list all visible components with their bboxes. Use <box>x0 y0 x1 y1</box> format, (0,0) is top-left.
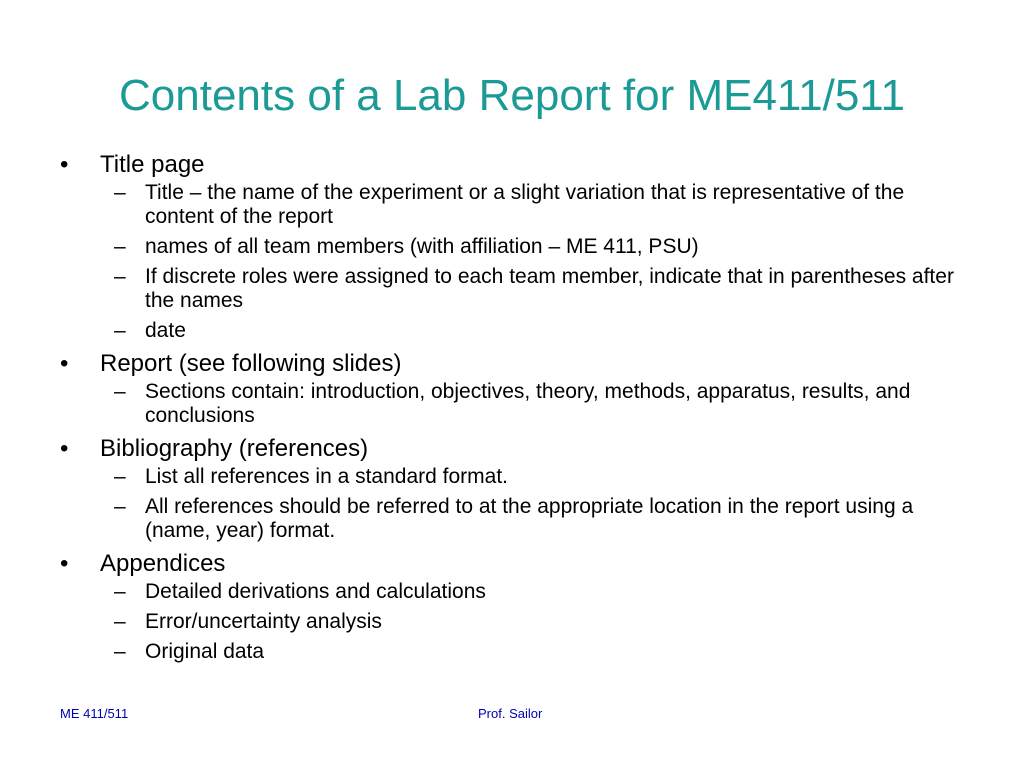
sub-marker: – <box>114 610 126 633</box>
bullet-report <box>60 349 960 378</box>
sub-item-text: Original data <box>145 640 265 663</box>
bullet-title-page <box>60 150 960 179</box>
sub-list-appendices <box>60 580 960 664</box>
sub-item <box>60 640 960 664</box>
bullet-label: Appendices <box>100 550 226 577</box>
sub-item <box>60 610 960 634</box>
sub-marker: – <box>114 495 126 518</box>
sub-list-title-page <box>60 181 960 343</box>
sub-marker: – <box>114 465 126 488</box>
bullet-marker: • <box>60 151 69 178</box>
bullet-bibliography <box>60 434 960 463</box>
sub-item-text: Sections contain: introduction, objectives, theory, methods, apparatus, results, and conclusions <box>145 380 911 427</box>
bullet-label: Report (see following slides) <box>100 350 402 377</box>
sub-marker: – <box>114 265 126 288</box>
sub-marker: – <box>114 319 126 342</box>
bullet-appendices <box>60 549 960 578</box>
footer-course: ME 411/511 <box>60 706 129 721</box>
sub-item <box>60 495 960 543</box>
sub-marker: – <box>114 580 126 603</box>
bullet-label: Title page <box>100 151 205 178</box>
sub-marker: – <box>114 235 126 258</box>
sub-item-text: names of all team members (with affiliation – ME 411, PSU) <box>145 235 699 258</box>
sub-marker: – <box>114 181 126 204</box>
sub-item-text: date <box>145 319 186 342</box>
sub-item-text: Detailed derivations and calculations <box>145 580 486 603</box>
sub-marker: – <box>114 640 126 663</box>
sub-item <box>60 465 960 489</box>
sub-item <box>60 319 960 343</box>
bullet-marker: • <box>60 550 69 577</box>
slide-body <box>60 150 960 670</box>
sub-item-text: Title – the name of the experiment or a slight variation that is representative of the content of the report <box>145 181 905 228</box>
sub-item-text: All references should be referred to at the appropriate location in the report using a (name, year) format. <box>145 495 914 542</box>
slide-title: Contents of a Lab Report for ME411/511 <box>119 71 905 120</box>
sub-marker: – <box>114 380 126 403</box>
sub-item <box>60 181 960 229</box>
sub-list-bibliography <box>60 465 960 543</box>
bullet-marker: • <box>60 350 69 377</box>
sub-item <box>60 580 960 604</box>
bullet-marker: • <box>60 435 69 462</box>
sub-item-text: If discrete roles were assigned to each team member, indicate that in parentheses after the names <box>145 265 954 312</box>
bullet-label: Bibliography (references) <box>100 435 369 462</box>
sub-item <box>60 265 960 313</box>
sub-item <box>60 235 960 259</box>
footer-instructor: Prof. Sailor <box>478 706 543 721</box>
sub-item-text: List all references in a standard format. <box>145 465 509 488</box>
sub-item-text: Error/uncertainty analysis <box>145 610 382 633</box>
sub-list-report <box>60 380 960 428</box>
sub-item <box>60 380 960 428</box>
